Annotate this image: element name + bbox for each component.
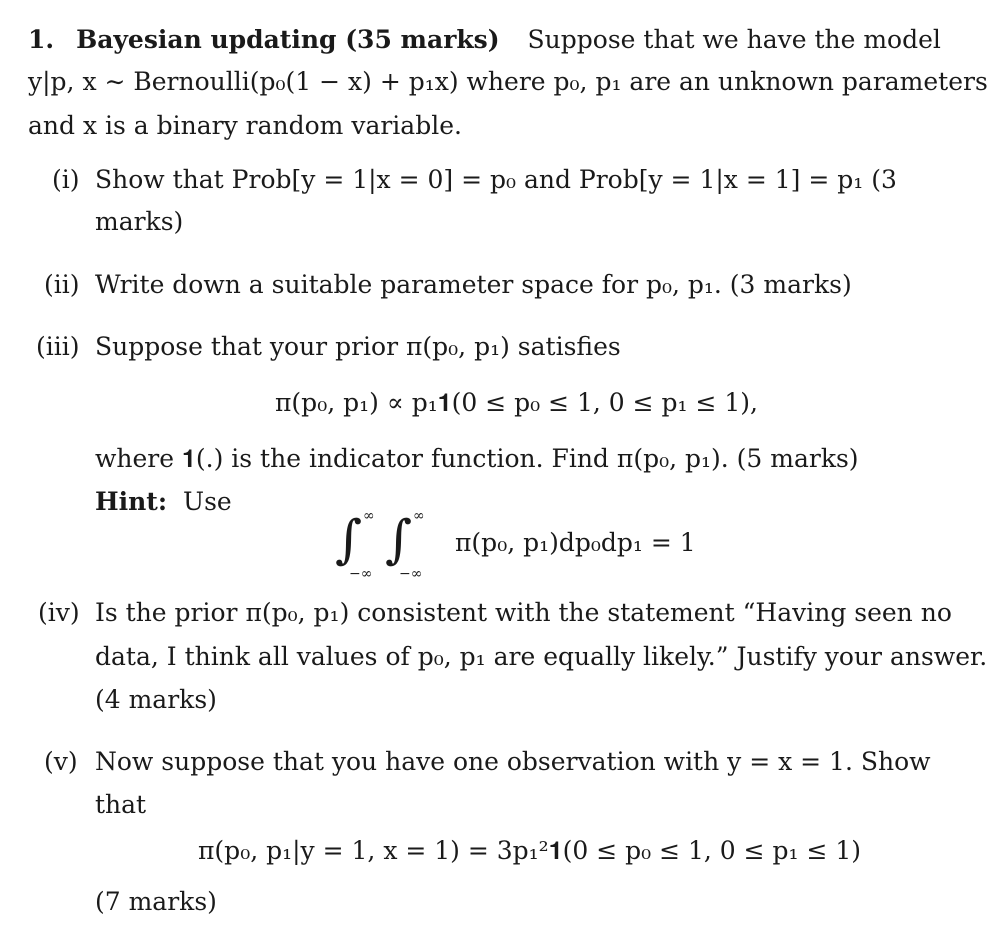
part-v-line3: (7 marks) xyxy=(95,887,217,916)
integral-upper-limit-inner: ∞ xyxy=(413,508,425,524)
question-title: Bayesian updating (35 marks) xyxy=(76,25,500,54)
part-iv-line2: data, I think all values of p₀, p₁ are equally likely.” Justify your answer. xyxy=(95,642,988,671)
hint-label: Hint: xyxy=(95,487,168,516)
question-intro-line2: y|p, x ∼ Bernoulli(p₀(1 − x) + p₁x) where p₀, p₁ are an unknown parameters xyxy=(28,67,988,96)
question-number: 1. xyxy=(28,25,55,54)
integral-body: π(p₀, p₁)dp₀dp₁ = 1 xyxy=(455,528,696,557)
part-i-line2: marks) xyxy=(95,207,184,236)
integral-lower-limit-inner: −∞ xyxy=(399,566,423,582)
part-ii-line1: Write down a suitable parameter space for p₀, p₁. (3 marks) xyxy=(95,270,852,299)
double-integral xyxy=(335,506,695,586)
part-v-line1: Now suppose that you have one observation with y = x = 1. Show xyxy=(95,747,931,776)
part-i-label: (i) xyxy=(52,165,80,194)
part-iii-line1: Suppose that your prior π(p₀, p₁) satisfies xyxy=(95,332,621,361)
part-v-equation: π(p₀, p₁|y = 1, x = 1) = 3p₁²𝟏(0 ≤ p₀ ≤ 1, 0 ≤ p₁ ≤ 1) xyxy=(198,836,862,865)
question-heading-line xyxy=(28,24,941,56)
part-v-label: (v) xyxy=(44,747,78,776)
part-i-line1: Show that Prob[y = 1|x = 0] = p₀ and Prob[y = 1|x = 1] = p₁ (3 xyxy=(95,165,897,194)
integral-lower-limit-outer: −∞ xyxy=(349,566,373,582)
integral-sign-inner: ∫ xyxy=(385,510,413,570)
part-iv-label: (iv) xyxy=(38,598,80,627)
part-iv-line1: Is the prior π(p₀, p₁) consistent with the statement “Having seen no xyxy=(95,598,952,627)
part-iii-equation: π(p₀, p₁) ∝ p₁𝟏(0 ≤ p₀ ≤ 1, 0 ≤ p₁ ≤ 1), xyxy=(275,388,759,417)
part-iii-line2: where 𝟏(.) is the indicator function. Find π(p₀, p₁). (5 marks) xyxy=(95,444,859,473)
hint-text: Use xyxy=(183,487,232,516)
question-intro-line3: and x is a binary random variable. xyxy=(28,111,462,140)
part-ii-label: (ii) xyxy=(44,270,80,299)
question-intro-start: Suppose that we have the model xyxy=(527,25,941,54)
integral-sign-outer: ∫ xyxy=(335,510,363,570)
part-iv-line3: (4 marks) xyxy=(95,685,217,714)
part-v-line2: that xyxy=(95,790,147,819)
part-iii-label: (iii) xyxy=(36,332,80,361)
integral-upper-limit-outer: ∞ xyxy=(363,508,375,524)
part-iii-hint xyxy=(95,486,232,518)
